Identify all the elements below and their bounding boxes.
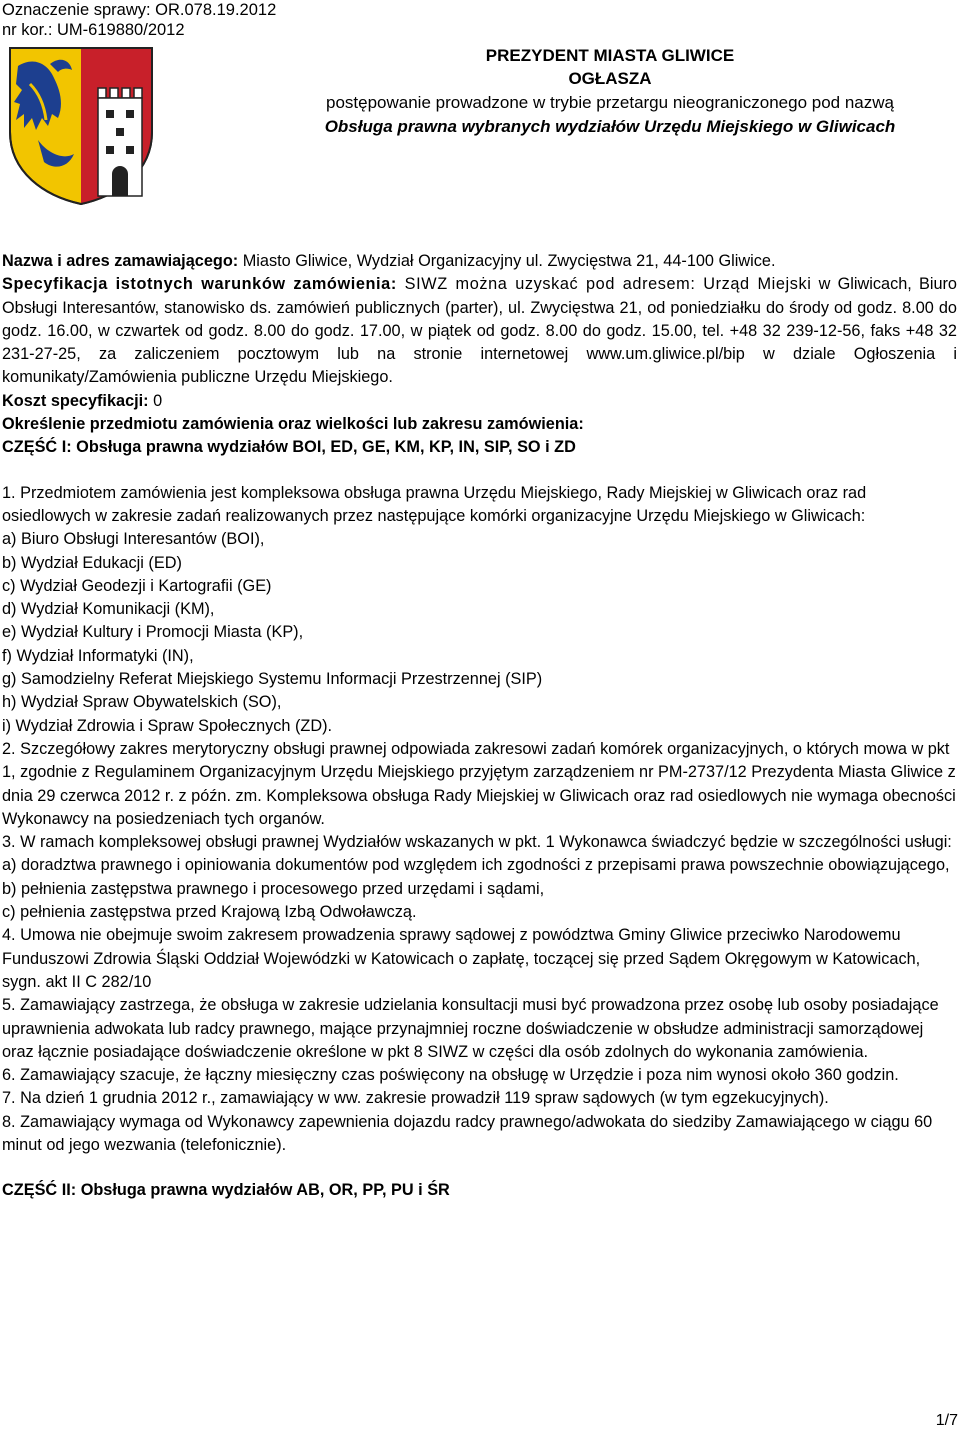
announcement-word: OGŁASZA <box>568 69 652 88</box>
unit-item: b) Wydział Edukacji (ED) <box>2 553 182 572</box>
contracting-authority <box>2 250 957 273</box>
tender-subject: Obsługa prawna wybranych wydziałów Urzędu Miejskiego w Gliwicach <box>324 117 896 136</box>
part-1-heading: CZĘŚĆ I: Obsługa prawna wydziałów BOI, ED, GE, KM, KP, IN, SIP, SO i ZD <box>2 438 576 457</box>
cost-value: 0 <box>148 391 163 410</box>
part-1-point-8: 8. Zamawiający wymaga od Wykonawcy zapewnienia dojazdu radcy prawnego/adwokata do siedziby Zamawiającego w ciągu 60 minut od jego wezwania (telefonicznie). <box>2 1112 933 1154</box>
part-1-point-3: 3. W ramach kompleksowej obsługi prawnej Wydziałów wskazanych w pkt. 1 Wykonawca świadczyć będzie w szczególności usługi: <box>2 833 952 852</box>
part-2-heading: CZĘŚĆ II: Obsługa prawna wydziałów AB, OR, PP, PU i ŚR <box>2 1181 450 1200</box>
part-1-point-1: 1. Przedmiotem zamówienia jest kompleksowa obsługa prawna Urzędu Miejskiego, Rady Miejskiej w Gliwicach oraz rad osiedlowych w zakresie zadań realizowanych przez następujące komórki organizacyjne Urzędu Miejskiego w Gliwicach: <box>2 483 867 525</box>
unit-item: a) Biuro Obsługi Interesantów (BOI), <box>2 530 265 549</box>
unit-item: g) Samodzielny Referat Miejskiego Systemu Informacji Przestrzennej (SIP) <box>2 670 543 689</box>
unit-item: h) Wydział Spraw Obywatelskich (SO), <box>2 693 282 712</box>
specification-paragraph <box>2 273 957 389</box>
part-1-point-4: 4. Umowa nie obejmuje swoim zakresem prowadzenia sprawy sądowej z powództwa Gminy Gliwice przeciwko Narodowemu Funduszowi Zdrowia Śląski Oddział Wojewódzki w Katowicach o zapłatę, toczącej się przed Sądem Okręgowym w Katowicach, sygn. akt II C 282/10 <box>2 926 921 991</box>
unit-item: f) Wydział Informatyki (IN), <box>2 646 194 665</box>
spec-value: w Gliwicach, Biuro Obsługi Interesantów, stanowisko ds. zamówień publicznych (parter), ul. Zwycięstwa 21, od poniedziałku do środy od godz. 8.00 do godz. 16.00, w czwartek od godz. 8.00 do godz. 17.00, w piątek od godz. 8.00 do godz. 15.00, tel. +48 32 239-12-56, faks +48 32 231-27-25, za zaliczeniem pocztowym lub na stronie internetowej www.um.gliwice.pl/bip w dziale Ogłoszenia i komunikaty/Zamówienia publiczne Urzędu Miejskiego. <box>2 275 957 387</box>
service-item: c) pełnienia zastępstwa przed Krajową Izbą Odwoławczą. <box>2 903 417 922</box>
cost-label: Koszt specyfikacji: <box>2 391 149 410</box>
scope-heading: Określenie przedmiotu zamówienia oraz wielkości lub zakresu zamówienia: <box>2 415 584 434</box>
case-reference: Oznaczenie sprawy: OR.078.19.2012 <box>2 1 277 19</box>
spec-label: Specyfikacja istotnych warunków zamówienia: <box>2 275 397 294</box>
service-item: b) pełnienia zastępstwa prawnego i procesowego przed urzędami i sądami, <box>2 879 545 898</box>
part-1-point-7: 7. Na dzień 1 grudnia 2012 r., zamawiający w ww. zakresie prowadził 119 spraw sądowych (w tym egzekucyjnych). <box>2 1089 829 1108</box>
contracting-value: Miasto Gliwice, Wydział Organizacyjny ul. Zwycięstwa 21, 44-100 Gliwice. <box>238 252 776 270</box>
service-item: a) doradztwa prawnego i opiniowania dokumentów pod względem ich zgodności z przepisami prawa powszechnie obowiązującego, <box>2 856 950 875</box>
unit-item: c) Wydział Geodezji i Kartografii (GE) <box>2 576 272 595</box>
part-1-point-5: 5. Zamawiający zastrzega, że obsługa w zakresie udzielania konsultacji musi być prowadzona przez osobę lub osoby posiadające uprawnienia adwokata lub radcy prawnego, mające przynajmniej roczne doświadczenie w obsłudze administracji samorządowej oraz łącznie posiadające doświadczenie określone w pkt 8 SIWZ w części dla osób zdolnych do wykonania zamówienia. <box>2 996 939 1061</box>
page-number: 1/7 <box>935 1412 958 1429</box>
contracting-label: Nazwa i adres zamawiającego: <box>2 252 239 270</box>
issuer-title: PREZYDENT MIASTA GLIWICE <box>485 46 735 65</box>
correspondence-number: nr kor.: UM-619880/2012 <box>2 21 185 39</box>
unit-item: i) Wydział Zdrowia i Spraw Społecznych (ZD). <box>2 716 333 735</box>
unit-item: e) Wydział Kultury i Promocji Miasta (KP), <box>2 623 304 642</box>
procedure-description: postępowanie prowadzone w trybie przetargu nieograniczonego pod nazwą <box>326 93 894 112</box>
part-1-point-2: 2. Szczegółowy zakres merytoryczny obsługi prawnej odpowiada zakresowi zadań komórek organizacyjnych, o których mowa w pkt 1, zgodnie z Regulaminem Organizacyjnym Urzędu Miejskiego przyjętym zarządzeniem nr PM-2737/12 Prezydenta Miasta Gliwice z dnia 29 czerwca 2012 r. z późn. zm. Kompleksowa obsługa Rady Miejskiej w Gliwicach oraz rad osiedlowych nie wymaga obecności Wykonawcy na posiedzeniach tych organów. <box>2 739 956 828</box>
specification-cost <box>2 390 957 413</box>
spec-value-spaced: SIWZ można uzyskać pod adresem: Urząd Miejski <box>396 275 812 294</box>
part-1-point-6: 6. Zamawiający szacuje, że łączny miesięczny czas poświęcony na obsługę w Urzędzie i poza nim wynosi około 360 godzin. <box>2 1066 899 1085</box>
notice-body <box>2 250 957 1203</box>
coat-of-arms-icon <box>8 44 154 206</box>
unit-item: d) Wydział Komunikacji (KM), <box>2 600 215 619</box>
